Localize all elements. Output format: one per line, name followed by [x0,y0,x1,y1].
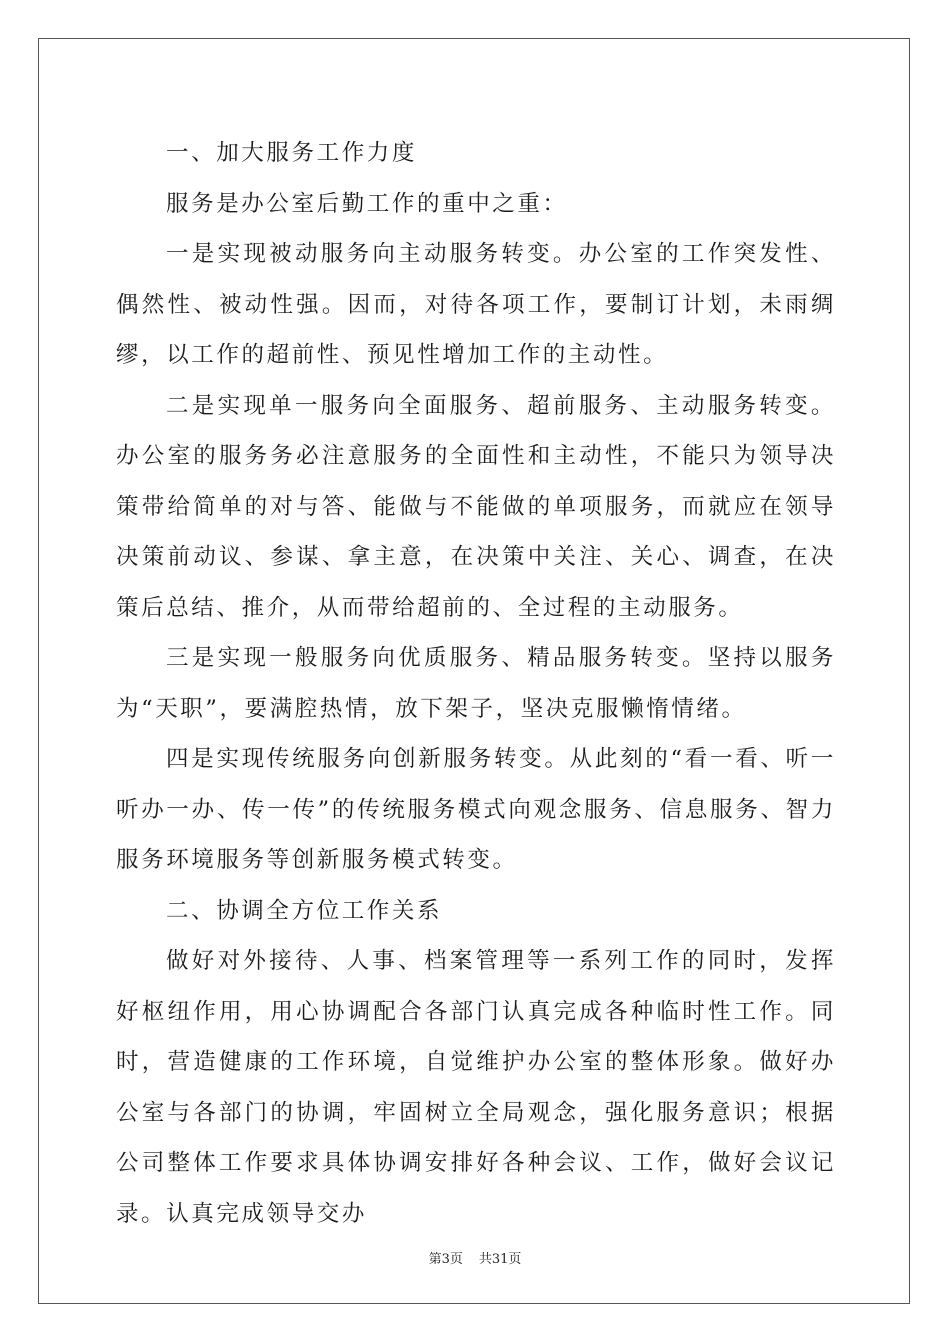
paragraph: 二是实现单一服务向全面服务、超前服务、主动服务转变。办公室的服务务必注意服务的全面性和主动性，不能只为领导决策带给简单的对与答、能做与不能做的单项服务，而就应在领导决策前动议、参谋、拿主意，在决策中关注、关心、调查，在决策后总结、推介，从而带给超前的、全过程的主动服务。 [116,392,836,621]
section-heading-1: 一、加大服务工作力度 [166,140,418,166]
page-total: 共31页 [478,1252,522,1267]
paragraph: 服务是办公室后勤工作的重中之重： [166,190,568,217]
page-footer [0,1248,950,1267]
paragraph: 一是实现被动服务向主动服务转变。办公室的工作突发性、偶然性、被动性强。因而，对待各项工作，要制订计划，未雨绸缪，以工作的超前性、预见性增加工作的主动性。 [116,241,836,368]
paragraph: 四是实现传统服务向创新服务转变。从此刻的“看一看、听一听办一办、传一传”的传统服务模式向观念服务、信息服务、智力服务环境服务等创新服务模式转变。 [116,746,836,873]
document-body [116,128,836,1239]
paragraph: 做好对外接待、人事、档案管理等一系列工作的同时，发挥好枢纽作用，用心协调配合各部门认真完成各种临时性工作。同时，营造健康的工作环境，自觉维护办公室的整体形象。做好办公室与各部门的协调，牢固树立全局观念，强化服务意识；根据公司整体工作要求具体协调安排好各种会议、工作，做好会议记录。认真完成领导交办 [116,948,836,1227]
paragraph: 三是实现一般服务向优质服务、精品服务转变。坚持以服务为“天职”，要满腔热情，放下架子，坚决克服懒惰情绪。 [116,645,836,722]
section-heading-2: 二、协调全方位工作关系 [166,897,443,924]
page-number: 第3页 [428,1252,463,1267]
